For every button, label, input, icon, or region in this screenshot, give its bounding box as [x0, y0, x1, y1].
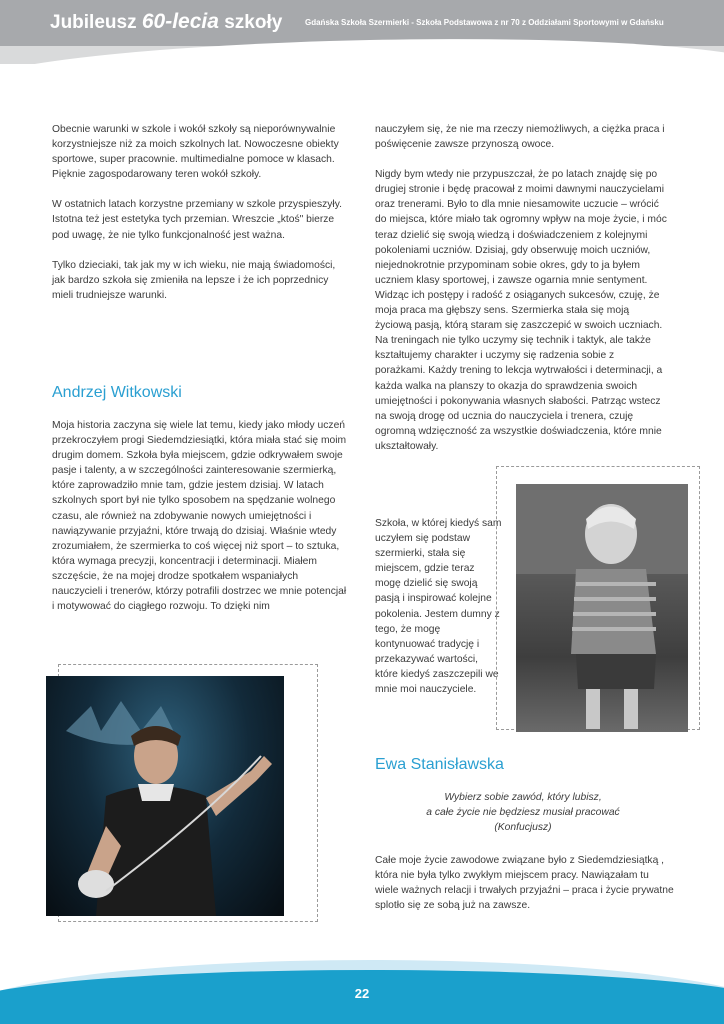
child-photo: [516, 484, 688, 732]
title-suffix: szkoły: [218, 12, 283, 33]
fencer-illustration: [46, 676, 284, 916]
andrzej-story: [52, 418, 350, 629]
quote-line: Wybierz sobie zawód, który lubisz,: [444, 792, 602, 803]
paragraph: Nigdy bym wtedy nie przypuszczał, że po latach znajdę się po drugiej stronie i będę pracował z moimi dawnymi nauczycielami oraz trenerami. Było to dla mnie niesamowite uczucie – wrócić do miejsca, które miało tak ogromny wpływ na moje życie, i móc teraz dzielić się swoją wiedzą i doświadczeniem z kolejnymi pokoleniami uczniów. Dzisiaj, gdy obserwuję moich uczniów, niejednokrotnie przypominam sobie okres, gdy to ja byłem uczniem klasy sportowej, i zawsze ogarnia mnie sentyment. Widząc ich postępy i radość z osiąganych sukcesów, czuję, że moja praca ma głębszy sens. Szermierka stała się moją życiową pasją, którą staram się zaszczepić w swoich uczniach. Na treningach nie tylko uczymy się technik i taktyk, ale także kształtujemy charakter i uczymy się radzenia sobie z porażkami. Każdy trening to lekcja wytrwałości i determinacji, a każda walka na planszy to okazja do sprawdzenia swoich umiejętności i pokonywania własnych słabości. Patrząc wstecz na swoją drogę od ucznia do nauczyciela i trenera, czuję ogromną wdzięczność za wszystkie doświadczenia, które mnie ukształtowały.: [375, 169, 667, 452]
header-subtitle: Gdańska Szkoła Szermierki - Szkoła Podstawowa z nr 70 z Oddziałami Sportowymi w Gdańsku: [305, 18, 664, 27]
paragraph: W ostatnich latach korzystne przemiany w szkole przyspieszyły. Istotna też jest estetyka tych przemian. Wreszcie „ktoś" bierze pod uwagę, że nie tylko funkcjonalność jest ważna.: [52, 199, 342, 241]
quote-line: a całe życie nie będziesz musiał pracować: [426, 807, 620, 819]
paragraph: nauczyłem się, że nie ma rzeczy niemożliwych, a ciężka praca i poświęcenie zawsze przynoszą owoce.: [375, 124, 665, 151]
paragraph: Tylko dzieciaki, tak jak my w ich wieku, nie mają świadomości, jak bardzo szkoła się zmieniła na lepsze i że ich poprzednicy mieli trudniejsze warunki.: [52, 259, 336, 301]
section-heading-andrzej: Andrzej Witkowski: [52, 384, 182, 401]
right-column-narrow: [375, 516, 503, 712]
paragraph: Moja historia zaczyna się wiele lat temu, kiedy jako młody uczeń przekroczyłem progi Siedemdziesiątki, która miała stać się moim drugim domem. Szkoła była miejscem, gdzie odkrywałem swoje pasje i talenty, a w szczególności zainteresowanie szermierką, które zaprowadziło mnie tam, gdzie jestem dzisiaj. W latach szkolnych sport był nie tylko sposobem na spędzanie wolnego czasu, ale również na zdobywanie nowych umiejętności i nawiązywanie przyjaźni, które trwają do dzisiaj. Właśnie wtedy zrozumiałem, że szermierka to coś więcej niż sport – to sztuka, która wymaga precyzji, koncentracji i determinacji. Miałem szczęście, że na mojej drodze spotkałem wspaniałych nauczycieli i trenerów, którzy potrafili dostrzec we mnie potencjał i motywować do ciągłego rozwoju. To dzięki nim: [52, 420, 347, 613]
left-column: [52, 122, 348, 318]
paragraph: Obecnie warunki w szkole i wokół szkoły są nieporównywalnie korzystniejsze niż za moich szkolnych lat. Nowoczesne obiekty sportowe, super pracownie. multimedialne pomoce w klasach. Pięknie zagospodarowany teren wokół szkoły.: [52, 124, 339, 181]
section-heading-ewa: Ewa Stanisławska: [375, 756, 504, 773]
title-prefix: Jubileusz: [50, 12, 142, 33]
fencer-photo: [46, 676, 284, 916]
ewa-story: [375, 853, 675, 928]
page-header: [0, 0, 724, 64]
child-illustration: [516, 484, 688, 732]
quote-block: [375, 790, 671, 835]
paragraph: Szkoła, w której kiedyś sam uczyłem się podstaw szermierki, stała się miejscem, gdzie teraz mogę dzielić się swoją pasją i inspirować kolejne pokolenia. Jestem dumny z tego, że mogę kontynuować tradycję i przekazywać wartości, które kiedyś zaszczepili we mnie moi nauczyciele.: [375, 518, 502, 696]
header-title: [50, 10, 282, 34]
title-accent: 60-lecia: [141, 10, 219, 33]
paragraph: Całe moje życie zawodowe związane było z Siedemdziesiątką , która nie była tylko zwykłym miejscem pracy. Nawiązałam tu wiele ważnych relacji i trwałych przyjaźni – praca i życie prywatne splotło się ze sobą już na zawsze.: [375, 855, 674, 912]
page-number: 22: [354, 986, 370, 1001]
page-footer: [0, 940, 724, 1024]
right-column: [375, 122, 671, 469]
quote-author: (Konfucjusz): [494, 822, 552, 834]
